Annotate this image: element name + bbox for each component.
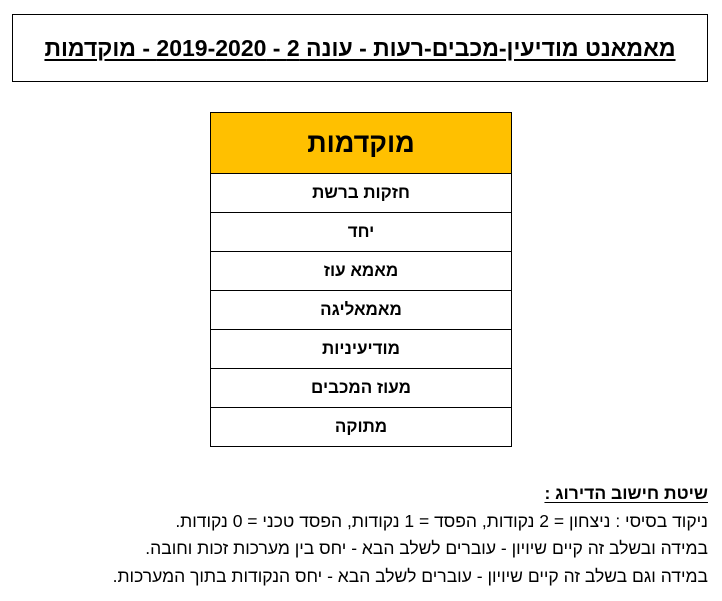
team-name: מאמאליגה	[211, 291, 512, 330]
group-table	[210, 112, 512, 447]
ranking-rule-line: במידה ובשלב זה קיים שיויון - עוברים לשלב הבא - יחס בין מערכות זכות וחובה.	[145, 538, 708, 558]
team-name: יחד	[211, 213, 512, 252]
title-box	[12, 14, 708, 82]
team-name: מעוז המכבים	[211, 369, 512, 408]
ranking-rule-line: במידה וגם בשלב זה קיים שיויון - עוברים לשלב הבא - יחס הנקודות בתוך המערכות.	[112, 565, 708, 586]
ranking-method	[8, 480, 708, 590]
table-row	[211, 291, 512, 330]
ranking-rule-line: ניקוד בסיסי : ניצחון = 2 נקודות, הפסד = 1 נקודות, הפסד טכני = 0 נקודות.	[175, 510, 708, 531]
group-table-header-row	[211, 113, 512, 174]
page-title: מאמאנט מודיעין-מכבים-רעות - עונה 2 - 2019-2020 - מוקדמות	[44, 34, 676, 61]
ranking-method-title: שיטת חישוב הדירוג :	[544, 483, 708, 503]
team-name: מודיעיניות	[211, 330, 512, 369]
team-name: מתוקה	[211, 408, 512, 447]
table-row	[211, 213, 512, 252]
team-name: חזקות ברשת	[211, 174, 512, 213]
table-row	[211, 408, 512, 447]
table-row	[211, 252, 512, 291]
table-row	[211, 369, 512, 408]
table-row	[211, 174, 512, 213]
team-name: מאמא עוז	[211, 252, 512, 291]
table-row	[211, 330, 512, 369]
group-table-heading: מוקדמות	[211, 113, 512, 174]
